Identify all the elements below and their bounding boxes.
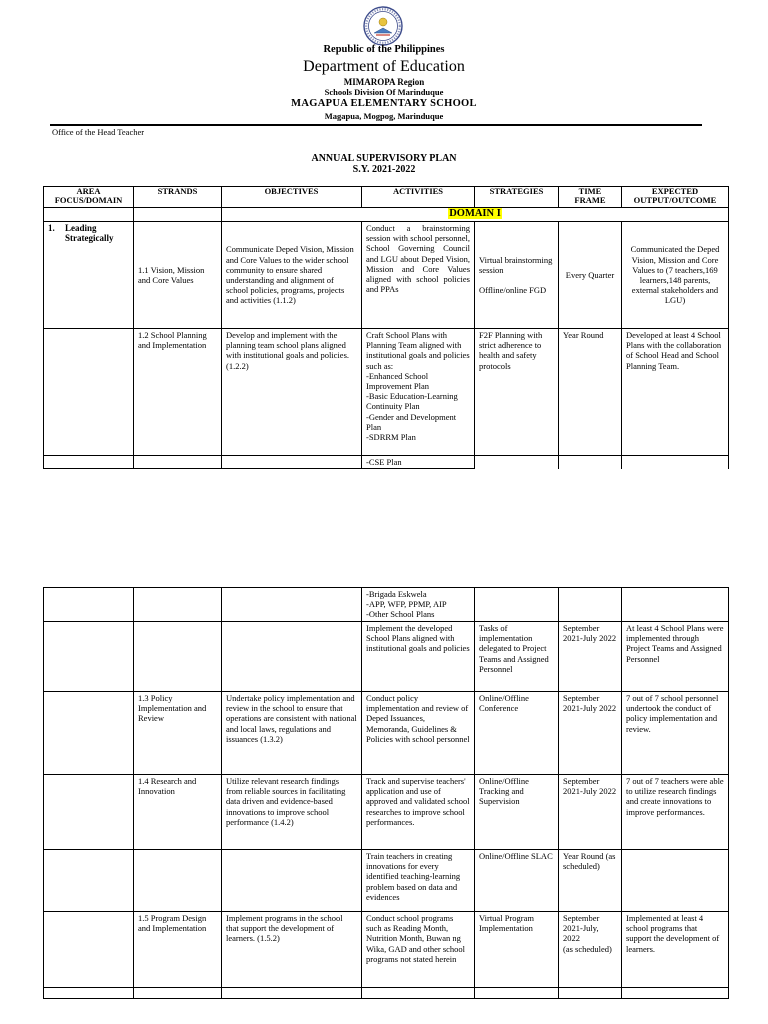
table-row — [44, 329, 729, 456]
output-cell: 7 out of 7 teachers were able to utilize research findings and create innovations to improve performances. — [622, 775, 729, 850]
activity-cell: Conduct policy implementation and review of Deped Issuances, Memoranda, Guidelines & Policies with school personnel — [362, 692, 475, 775]
strategy-cell: F2F Planning with strict adherence to health and safety protocols — [475, 329, 559, 456]
time-frame-cell: September 2021-July 2022 — [559, 775, 622, 850]
office-line: Office of the Head Teacher — [52, 127, 145, 137]
output-cell: Developed at least 4 School Plans with the collaboration of School Head and School Planning Team. — [622, 329, 729, 456]
output-cell: Communicated the Deped Vision, Mission and Core Values to (7 teachers,169 learners,148 parents, external stakeholders and LGU) — [622, 222, 729, 329]
time-frame-cell: September 2021-July, 2022 (as scheduled) — [559, 912, 622, 988]
activity-cell: Implement the developed School Plans aligned with institutional goals and policies — [362, 622, 475, 692]
strand-cell: 1.5 Program Design and Implementation — [134, 912, 222, 988]
output-cell: At least 4 School Plans were implemented through Project Teams and Assigned Personnel — [622, 622, 729, 692]
strategy-cell: Tasks of implementation delegated to Project Teams and Assigned Personnel — [475, 622, 559, 692]
area-name: Leading Strategically — [65, 223, 114, 243]
header-divider — [50, 124, 702, 126]
time-frame-cell: Year Round (as scheduled) — [559, 850, 622, 912]
table-row — [44, 222, 729, 329]
table-row — [44, 988, 729, 999]
time-frame-cell: September 2021-July 2022 — [559, 622, 622, 692]
table-row — [44, 456, 729, 469]
strategy-cell: Virtual Program Implementation — [475, 912, 559, 988]
col-header-objectives: OBJECTIVES — [222, 187, 362, 208]
table-row — [44, 912, 729, 988]
table-row — [44, 775, 729, 850]
deped-seal-icon — [363, 6, 403, 46]
table-header-row — [44, 187, 729, 208]
col-header-area: AREA FOCUS/DOMAIN — [44, 187, 134, 208]
time-frame-cell: Every Quarter — [559, 222, 622, 329]
activity-cell: Train teachers in creating innovations for every identified teaching-learning problem based on data and evidences — [362, 850, 475, 912]
plan-title-main: ANNUAL SUPERVISORY PLAN — [311, 153, 457, 164]
col-header-strategies: STRATEGIES — [475, 187, 559, 208]
area-cell — [44, 222, 134, 329]
school-location: Magapua, Mogpog, Marinduque — [324, 111, 444, 121]
output-cell: Implemented at least 4 school programs that support the development of learners. — [622, 912, 729, 988]
plan-table-part-2 — [43, 587, 729, 999]
division-line: Schools Division Of Marinduque — [324, 87, 444, 97]
table-row — [44, 850, 729, 912]
strategy-cell: Online/Offline Tracking and Supervision — [475, 775, 559, 850]
objective-cell: Develop and implement with the planning team school plans aligned with institutional goals and policies. (1.2.2) — [222, 329, 362, 456]
time-frame-cell: September 2021-July 2022 — [559, 692, 622, 775]
republic-line: Republic of the Philippines — [323, 44, 445, 55]
objective-cell: Communicate Deped Vision, Mission and Core Values to the wider school community to ensure shared understanding and alignment of school policies, programs, projects and activities (1.1.2) — [222, 222, 362, 329]
activity-cell: Conduct a brainstorming session with school personnel, School Governing Council and LGU about Deped Vision, Mission and Core Values aligned with school policies and PPAs — [362, 222, 475, 329]
strand-cell: 1.2 School Planning and Implementation — [134, 329, 222, 456]
strategy-cell: Virtual brainstorming session Offline/online FGD — [475, 222, 559, 329]
school-name: MAGAPUA ELEMENTARY SCHOOL — [291, 98, 477, 109]
col-header-output: EXPECTED OUTPUT/OUTCOME — [622, 187, 729, 208]
strategy-cell: Online/Offline Conference — [475, 692, 559, 775]
plan-table-part-1 — [43, 186, 729, 469]
objective-cell: Implement programs in the school that support the development of learners. (1.5.2) — [222, 912, 362, 988]
domain-label: DOMAIN I — [449, 208, 501, 219]
table-row — [44, 692, 729, 775]
col-header-strands: STRANDS — [134, 187, 222, 208]
col-header-activities: ACTIVITIES — [362, 187, 475, 208]
domain-row — [44, 208, 729, 222]
strand-cell: 1.1 Vision, Mission and Core Values — [134, 222, 222, 329]
strand-cell: 1.3 Policy Implementation and Review — [134, 692, 222, 775]
strategy-cell: Online/Offline SLAC — [475, 850, 559, 912]
objective-cell: Utilize relevant research findings from reliable sources in facilitating data driven and evidence-based innovations to improve school performance (1.4.2) — [222, 775, 362, 850]
activity-cell: Craft School Plans with Planning Team aligned with institutional goals and policies such as: -Enhanced School Improvement Plan -Basic Education-Learning Continuity Plan -Gender and Development Plan -SDRRM Plan — [362, 329, 475, 456]
activity-cell: -Brigada Eskwela -APP, WFP, PPMP, AIP -Other School Plans — [362, 588, 475, 622]
region-line: MIMAROPA Region — [343, 77, 425, 87]
time-frame-cell: Year Round — [559, 329, 622, 456]
area-number: 1. — [48, 223, 55, 233]
plan-title-year: S.Y. 2021-2022 — [352, 164, 416, 175]
col-header-time-frame: TIME FRAME — [559, 187, 622, 208]
objective-cell: Undertake policy implementation and review in the school to ensure that operations are consistent with national and local laws, regulations and issuances (1.3.2) — [222, 692, 362, 775]
plan-title — [0, 153, 768, 175]
activity-cell: Track and supervise teachers' application and use of approved and validated school researches to improve school performances. — [362, 775, 475, 850]
table-row — [44, 622, 729, 692]
table-row — [44, 588, 729, 622]
activity-cell: Conduct school programs such as Reading Month, Nutrition Month, Buwan ng Wika, GAD and other school programs not stated herein — [362, 912, 475, 988]
department-name: Department of Education — [303, 58, 465, 75]
strand-cell: 1.4 Research and Innovation — [134, 775, 222, 850]
output-cell: 7 out of 7 school personnel undertook the conduct of policy implementation and review. — [622, 692, 729, 775]
activity-cell: -CSE Plan — [362, 456, 475, 469]
